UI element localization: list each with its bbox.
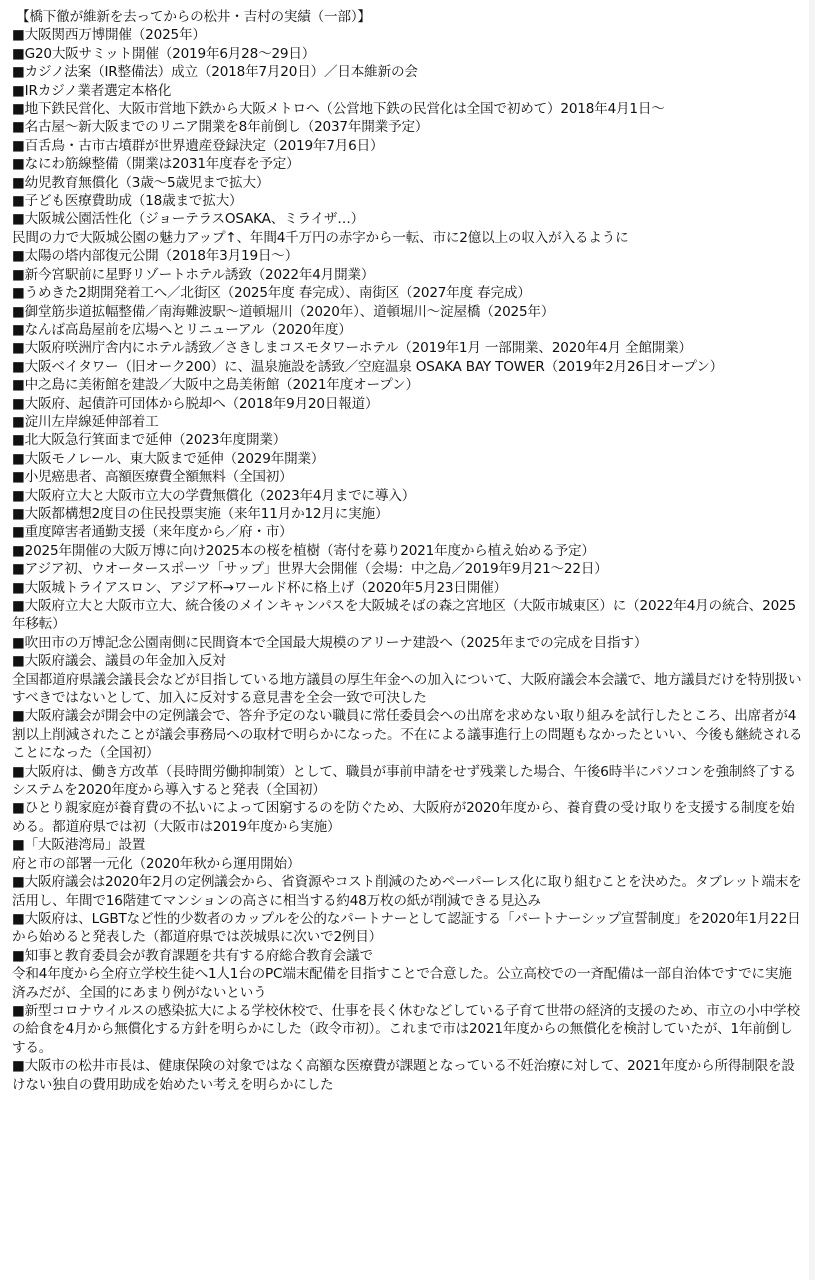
list-item: ■大阪城トライアスロン、アジア杯→ワールド杯に格上げ（2020年5月23日開催） xyxy=(12,579,507,596)
list-item: ■なんば高島屋前を広場へとリニューアル（2020年度） xyxy=(12,321,352,338)
list-item: ■北大阪急行箕面まで延伸（2023年度開業） xyxy=(12,432,287,449)
list-item: ■大阪府は、LGBTなど性的少数者のカップルを公的なパートナーとして認証する「パートナーシップ宣誓制度」を2020年1月22日から始めると発表した（都道府県では茨城県に次いで2例目） xyxy=(12,910,801,946)
list-item: ■大阪市の松井市長は、健康保険の対象ではなく高額な医療費が課題となっている不妊治療に対して、2021年度から所得制限を設けない独自の費用助成を始めたい考えを明らかにした xyxy=(12,1058,795,1093)
list-item: ■小児癌患者、高額医療費全額無料（全国初） xyxy=(12,469,293,486)
list-item: ■大阪府立大と大阪市立大、統合後のメインキャンパスを大阪城そばの森之宮地区（大阪市城東区）に（2022年4月の統合、2025年移転） xyxy=(12,598,796,633)
list-item: ■吹田市の万博記念公園南側に民間資本で全国最大規模のアリーナ建設へ（2025年までの完成を目指す） xyxy=(12,634,648,651)
list-item: ■大阪府咲洲庁舎内にホテル誘致／さきしまコスモタワーホテル（2019年1月 一部開業、2020年4月 全館開業） xyxy=(12,340,692,357)
list-item: ■新今宮駅前に星野リゾートホテル誘致（2022年4月開業） xyxy=(12,266,375,283)
achievement-list xyxy=(12,26,803,1094)
list-item: ■なにわ筋線整備（開業は2031年度春を予定） xyxy=(12,156,300,173)
document-body xyxy=(12,8,803,1094)
list-item: ■大阪城公園活性化（ジョーテラスOSAKA、ミライザ…） xyxy=(12,211,365,228)
list-item: 府と市の部署一元化（2020年秋から運用開始） xyxy=(12,855,301,872)
list-item: ■ひとり親家庭が養育費の不払いによって困窮するのを防ぐため、大阪府が2020年度から、養育費の受け取りを支援する制度を始める。都道府県では初（大阪市は2019年度から実施） xyxy=(12,800,795,835)
list-item: ■御堂筋歩道拡幅整備／南海難波駅～道頓堀川（2020年）、道頓堀川～淀屋橋（2025年） xyxy=(12,303,555,320)
list-item: ■大阪都構想2度目の住民投票実施（来年11月か12月に実施） xyxy=(12,505,389,522)
scrollbar-track[interactable] xyxy=(809,0,815,1280)
list-item: ■「大阪港湾局」設置 xyxy=(12,837,146,854)
list-item: ■子ども医療費助成（18歳まで拡大） xyxy=(12,193,243,210)
list-item: ■大阪ベイタワー（旧オーク200）に、温泉施設を誘致／空庭温泉 OSAKA BAY TOWER（2019年2月26日オープン） xyxy=(12,358,724,375)
document-title: 【橋下徹が維新を去ってからの松井・吉村の実績（一部）】 xyxy=(16,9,371,25)
list-item: ■大阪関西万博開催（2025年） xyxy=(12,27,206,44)
list-item: ■大阪府は、働き方改革（長時間労働抑制策）として、職員が事前申請をせず残業した場合、午後6時半にパソコンを強制終了するシステムを2020年度から導入すると発表（全国初） xyxy=(12,763,796,799)
list-item: ■G20大阪サミット開催（2019年6月28～29日） xyxy=(12,45,316,62)
list-item: ■重度障害者通勤支援（来年度から／府・市） xyxy=(12,524,293,541)
list-item: ■大阪府、起債許可団体から脱却へ（2018年9月20日報道） xyxy=(12,395,379,412)
list-item: ■知事と教育委員会が教育課題を共有する府総合教育会議で xyxy=(12,947,373,964)
list-item: ■大阪モノレール、東大阪まで延伸（2029年開業） xyxy=(12,450,325,467)
list-item: ■大阪府議会、議員の年金加入反対 xyxy=(12,653,226,670)
list-item: ■百舌鳥・古市古墳群が世界遺産登録決定（2019年7月6日） xyxy=(12,137,384,154)
list-item: ■大阪府立大と大阪市立大の学費無償化（2023年4月までに導入） xyxy=(12,487,416,504)
list-item: ■地下鉄民営化、大阪市営地下鉄から大阪メトロへ（公営地下鉄の民営化は全国で初めて）2018年4月1日～ xyxy=(12,101,665,118)
list-item: 民間の力で大阪城公園の魅力アップ↑、年間4千万円の赤字から一転、市に2億以上の収入が入るように xyxy=(12,229,629,246)
list-item: ■カジノ法案（IR整備法）成立（2018年7月20日）／日本維新の会 xyxy=(12,64,418,81)
list-item: ■太陽の塔内部復元公開（2018年3月19日～） xyxy=(12,248,299,265)
list-item: ■大阪府議会が開会中の定例議会で、答弁予定のない職員に常任委員会への出席を求めない取り組みを試行したところ、出席者が4割以上削減されたことが議会事務局への取材で明らかになった。不在による議事進行上の問題もなかったといい、今後も継続されることになった（全国初） xyxy=(12,708,803,762)
list-item: ■名古屋～新大阪までのリニア開業を8年前倒し（2037年開業予定） xyxy=(12,119,429,136)
list-item: ■新型コロナウイルスの感染拡大による学校休校で、仕事を長く休むなどしている子育て世帯の経済的支援のため、市立の小中学校の給食を4月から無償化する方針を明らかにした（政令市初）。これまで市は2021年度からの無償化を検討していたが、1年前倒しする。 xyxy=(12,1002,800,1056)
list-item: ■アジア初、ウオータースポーツ「サップ」世界大会開催（会場：中之島／2019年9月21～22日） xyxy=(12,561,608,578)
list-item: ■中之島に美術館を建設／大阪中之島美術館（2021年度オープン） xyxy=(12,377,419,394)
list-item: ■淀川左岸線延伸部着工 xyxy=(12,413,159,430)
list-item: ■IRカジノ業者選定本格化 xyxy=(12,82,172,99)
list-item: ■大阪府議会は2020年2月の定例議会から、省資源やコスト削減のためペーパーレス化に取り組むことを決めた。タブレット端末を活用し、年間で16階建てマンションの高さに相当する約48万枚の紙が削減できる見込み xyxy=(12,874,802,909)
list-item: 全国都道府県議会議長会などが目指している地方議員の厚生年金への加入について、大阪府議会本会議で、地方議員だけを特別扱いすべきではないとして、加入に反対する意見書を全会一致で可決した xyxy=(12,671,802,707)
list-item: 令和4年度から全府立学校生徒へ1人1台のPC端末配備を目指すことで合意した。公立高校での一斉配備は一部自治体ですでに実施済みだが、全国的にあまり例がないという xyxy=(12,966,792,1001)
list-item: ■2025年開催の大阪万博に向け2025本の桜を植樹（寄付を募り2021年度から植え始める予定） xyxy=(12,542,595,559)
list-item: ■うめきた2期開発着工へ／北街区（2025年度 春完成）、南街区（2027年度 春完成） xyxy=(12,285,531,302)
list-item: ■幼児教育無償化（3歳～5歳児まで拡大） xyxy=(12,174,270,191)
